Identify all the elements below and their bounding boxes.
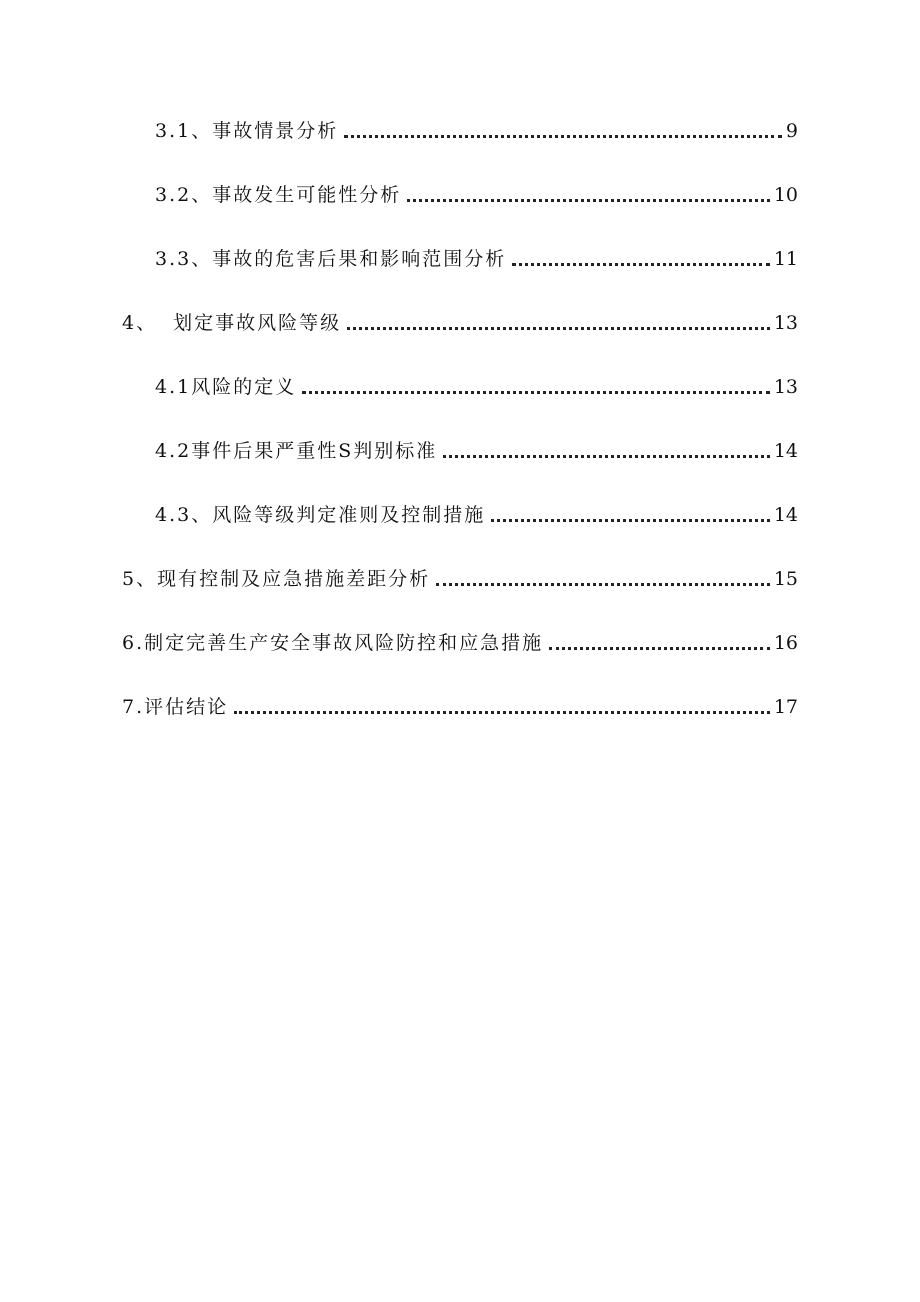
dot-leader (302, 391, 770, 394)
toc-entry-title: 4.2事件后果严重性S判别标准 (155, 440, 438, 462)
toc-entry-7[interactable] (122, 690, 798, 720)
dot-leader (436, 583, 770, 586)
toc-entry-4-2[interactable] (155, 434, 798, 464)
toc-entry-title: 7.评估结论 (122, 696, 229, 718)
dot-leader (407, 199, 770, 202)
toc-entry-4-1[interactable] (155, 370, 798, 400)
toc-entry-page: 14 (773, 504, 798, 526)
toc-entry-page: 16 (773, 632, 798, 654)
toc-entry-page: 13 (773, 312, 798, 334)
toc-entry-page: 13 (773, 376, 798, 398)
toc-entry-3-3[interactable] (155, 242, 798, 272)
dot-leader (549, 647, 770, 650)
toc-entry-page: 11 (773, 248, 798, 270)
dot-leader (512, 263, 770, 266)
dot-leader (491, 519, 770, 522)
dot-leader (347, 327, 770, 330)
toc-entry-title: 3.2、事故发生可能性分析 (155, 184, 402, 206)
dot-leader (344, 135, 782, 138)
toc-entry-title: 6.制定完善生产安全事故风险防控和应急措施 (122, 632, 544, 654)
toc-entry-page: 9 (785, 120, 798, 142)
toc-entry-title: 4.1风险的定义 (155, 376, 297, 398)
toc-entry-title: 3.1、事故情景分析 (155, 120, 339, 142)
toc-entry-4-3[interactable] (155, 498, 798, 528)
toc-entry-title: 3.3、事故的危害后果和影响范围分析 (155, 248, 507, 270)
toc-entry-3-2[interactable] (155, 178, 798, 208)
toc-entry-title: 4、 划定事故风险等级 (122, 312, 342, 334)
toc-entry-6[interactable] (122, 626, 798, 656)
toc-entry-5[interactable] (122, 562, 798, 592)
toc-entry-4[interactable] (122, 306, 798, 336)
toc-entry-page: 10 (773, 184, 798, 206)
toc-entry-title: 5、现有控制及应急措施差距分析 (122, 568, 431, 590)
toc-entry-page: 17 (773, 696, 798, 718)
dot-leader (443, 455, 770, 458)
dot-leader (234, 711, 770, 714)
toc-entry-title: 4.3、风险等级判定准则及控制措施 (155, 504, 486, 526)
toc-entry-page: 14 (773, 440, 798, 462)
toc-entry-page: 15 (773, 568, 798, 590)
toc-entry-3-1[interactable] (155, 114, 798, 144)
